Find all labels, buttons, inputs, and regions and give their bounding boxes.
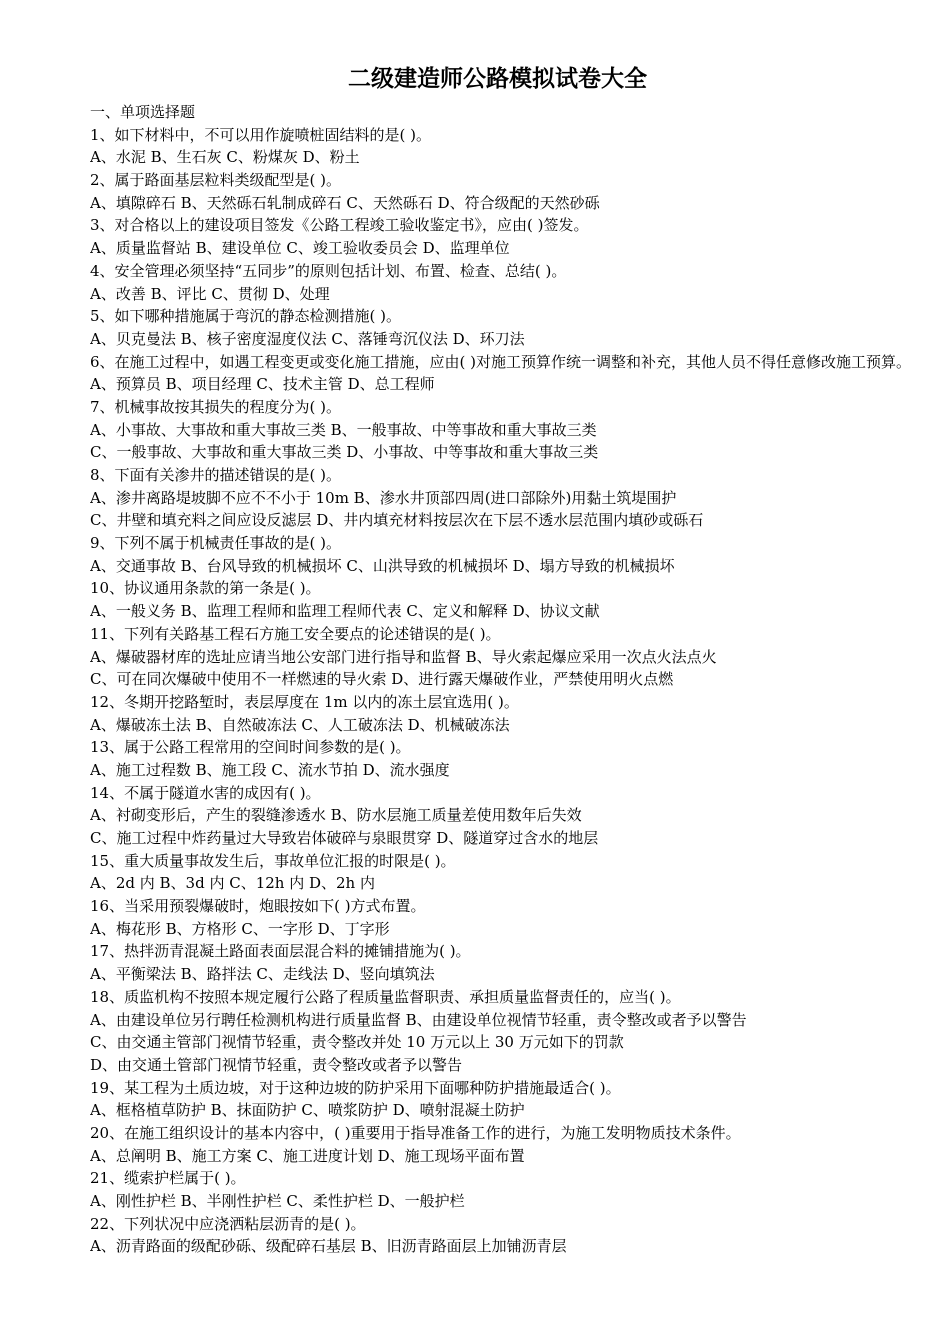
text-line: A、改善 B、评比 C、贯彻 D、处理 (90, 284, 330, 303)
text-line: 11、下列有关路基工程石方施工安全要点的论述错误的是( )。 (90, 624, 501, 643)
text-line: A、总阐明 B、施工方案 C、施工进度计划 D、施工现场平面布置 (90, 1146, 525, 1165)
text-line: 14、不属于隧道水害的成因有( )。 (90, 783, 321, 802)
text-line: A、质量监督站 B、建设单位 C、竣工验收委员会 D、监理单位 (90, 239, 510, 258)
text-line: 9、下列不属于机械责任事故的是( )。 (90, 534, 342, 553)
text-line: C、井壁和填充料之间应设反滤层 D、井内填充材料按层次在下层不透水层范围内填砂或砾石 (90, 511, 704, 530)
section-heading: 一、单项选择题 (90, 103, 196, 121)
text-line: A、水泥 B、生石灰 C、粉煤灰 D、粉土 (90, 148, 360, 167)
text-line: A、渗井离路堤坡脚不应不不小于 10m B、渗水井顶部四周(进口部除外)用黏土筑堤围护 (90, 488, 677, 507)
text-line: A、框格植草防护 B、抹面防护 C、喷浆防护 D、喷射混凝土防护 (90, 1101, 525, 1120)
text-line: 3、对合格以上的建设项目签发《公路工程竣工验收鉴定书》，应由( )签发。 (90, 216, 589, 235)
text-line: 22、下列状况中应浇洒粘层沥青的是( )。 (90, 1214, 366, 1233)
text-line: C、可在同次爆破中使用不一样燃速的导火索 D、进行露天爆破作业，严禁使用明火点燃 (90, 670, 674, 689)
document-title: 二级建造师公路模拟试卷大全 (348, 66, 647, 92)
text-line: 21、缆索护栏属于( )。 (90, 1169, 246, 1188)
text-line: A、小事故、大事故和重大事故三类 B、一般事故、中等事故和重大事故三类 (90, 420, 597, 439)
text-line: 10、协议通用条款的第一条是( )。 (90, 579, 321, 598)
text-line: C、由交通主管部门视情节轻重，责令整改并处 10 万元以上 30 万元如下的罚款 (90, 1033, 624, 1052)
text-line: A、沥青路面的级配砂砾、级配碎石基层 B、旧沥青路面层上加铺沥青层 (90, 1237, 567, 1256)
text-line: A、爆破器材库的选址应请当地公安部门进行指导和监督 B、导火索起爆应采用一次点火法点火 (90, 647, 717, 666)
text-line: A、衬砌变形后，产生的裂缝渗透水 B、防水层施工质量差使用数年后失效 (90, 806, 582, 825)
text-line: 19、某工程为土质边坡，对于这种边坡的防护采用下面哪种防护措施最适合( )。 (90, 1078, 621, 1097)
text-line: A、施工过程数 B、施工段 C、流水节拍 D、流水强度 (90, 760, 450, 779)
text-line: A、填隙碎石 B、天然砾石轧制成碎石 C、天然砾石 D、符合级配的天然砂砾 (90, 193, 600, 212)
text-line: A、爆破冻土法 B、自然破冻法 C、人工破冻法 D、机械破冻法 (90, 715, 510, 734)
text-line: 13、属于公路工程常用的空间时间参数的是( )。 (90, 738, 411, 757)
text-line: A、由建设单位另行聘任检测机构进行质量监督 B、由建设单位视情节轻重，责令整改或者予以警告 (90, 1010, 747, 1029)
text-line: A、梅花形 B、方格形 C、一字形 D、丁字形 (90, 919, 390, 938)
text-line: 12、冬期开挖路堑时，表层厚度在 1m 以内的冻土层宜选用( )。 (90, 692, 519, 711)
text-line: C、施工过程中炸药量过大导致岩体破碎与泉眼贯穿 D、隧道穿过含水的地层 (90, 829, 599, 848)
text-line: A、交通事故 B、台风导致的机械损坏 C、山洪导致的机械损坏 D、塌方导致的机械损坏 (90, 556, 675, 575)
text-line: A、一般义务 B、监理工程师和监理工程师代表 C、定义和解释 D、协议文献 (90, 602, 600, 621)
text-line: 5、如下哪种措施属于弯沉的静态检测措施( )。 (90, 307, 402, 326)
text-line: A、贝克曼法 B、核子密度湿度仪法 C、落锤弯沉仪法 D、环刀法 (90, 329, 525, 348)
text-line: D、由交通土管部门视情节轻重，责令整改或者予以警告 (90, 1055, 463, 1074)
text-line: A、平衡梁法 B、路拌法 C、走线法 D、竖向填筑法 (90, 965, 435, 984)
text-line: 6、在施工过程中，如遇工程变更或变化施工措施，应由( )对施工预算作统一调整和补充，其他人员不得任意修改施工预算。 (90, 352, 912, 371)
text-line: 7、机械事故按其损失的程度分为( )。 (90, 397, 342, 416)
text-line: 2、属于路面基层粒料类级配型是( )。 (90, 171, 342, 190)
text-line: 17、热拌沥青混凝土路面表面层混合料的摊铺措施为( )。 (90, 942, 471, 961)
text-line: A、刚性护栏 B、半刚性护栏 C、柔性护栏 D、一般护栏 (90, 1192, 465, 1211)
text-line: C、一般事故、大事故和重大事故三类 D、小事故、中等事故和重大事故三类 (90, 443, 599, 462)
text-line: 18、质监机构不按照本规定履行公路了程质量监督职责、承担质量监督责任的，应当( )。 (90, 987, 681, 1006)
text-line: A、预算员 B、项目经理 C、技术主管 D、总工程师 (90, 375, 435, 394)
text-line: 16、当采用预裂爆破时，炮眼按如下( )方式布置。 (90, 897, 426, 916)
text-line: 15、重大质量事故发生后，事故单位汇报的时限是( )。 (90, 851, 456, 870)
text-line: 1、如下材料中，不可以用作旋喷桩固结料的是( )。 (90, 125, 432, 144)
document-body (90, 101, 915, 1258)
text-line: 8、下面有关渗井的描述错误的是( )。 (90, 466, 342, 485)
text-line: 20、在施工组织设计的基本内容中，( )重要用于指导准备工作的进行，为施工发明物质技术条件。 (90, 1123, 741, 1142)
text-line: A、2d 内 B、3d 内 C、12h 内 D、2h 内 (90, 874, 375, 893)
text-line: 4、安全管理必须坚持“五同步”的原则包括计划、布置、检查、总结( )。 (90, 261, 567, 280)
